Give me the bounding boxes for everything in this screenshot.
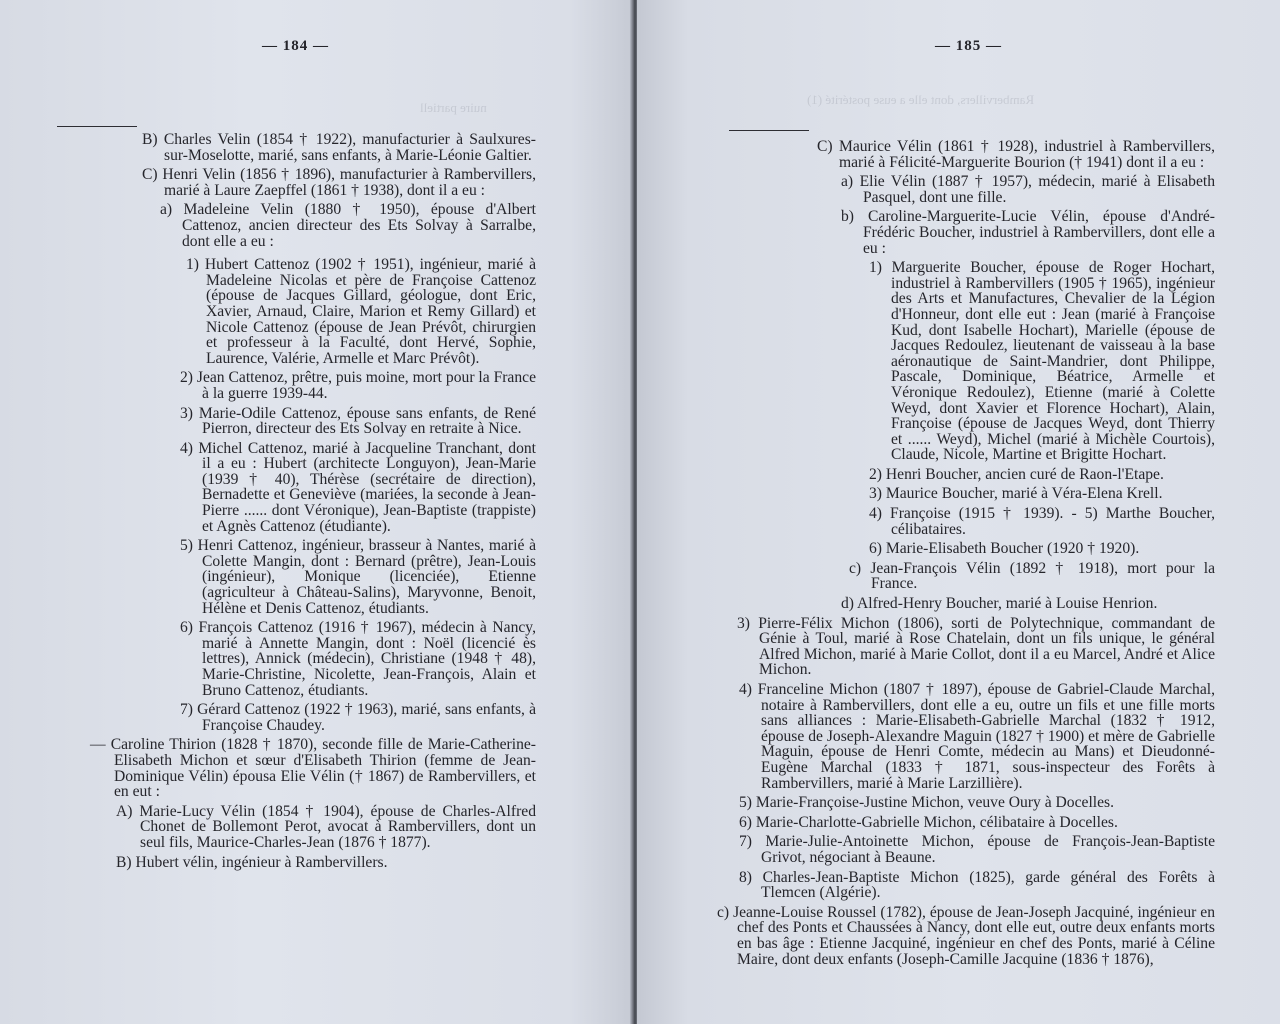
bleed-through-text: nuire partiell	[420, 100, 487, 115]
para-r-10: d) Alfred-Henry Boucher, marié à Louise Henrion.	[841, 595, 1158, 613]
para-l-9: 6) François Cattenoz (1916 † 1967), médecin à Nancy, marié à Annette Mangin, dont : Noël (licencié ès lettres), Annick (médecin), Christiane (1948 † 48), Marie-Christine, Nicolette, Jean-François, Alain et Bruno Cattenoz, étudiants.	[180, 619, 536, 699]
para-r-16: 8) Charles-Jean-Baptiste Michon (1825), garde général des Forêts à Tlemcen (Algérie).	[739, 868, 1215, 902]
para-l-4: 1) Hubert Cattenoz (1902 † 1951), ingénieur, marié à Madeleine Nicolas et père de Françoise Cattenoz (épouse de Jacques Gillard, géologue, dont Eric, Xavier, Arnaud, Claire, Marion et Remy Gillard) et Nicole Cattenoz (épouse de Jean Prévôt, chirurgien et professeur à la Faculté, dont Hervé, Sophie, Laurence, Valérie, Armelle et Marc Prévôt).	[186, 256, 536, 367]
left-page-number: — 184 —	[262, 38, 329, 54]
para-r-11: 3) Pierre-Félix Michon (1806), sorti de Polytechnique, commandant de Génie à Toul, marié à Rose Chatelain, dont un fils unique, le général Alfred Michon, marié à Marie Collot, dont il a eu Marcel, André et Alice Michon.	[737, 614, 1215, 679]
para-l-5: 2) Jean Cattenoz, prêtre, puis moine, mort pour la France à la guerre 1939-44.	[180, 369, 536, 402]
para-l-11: — Caroline Thirion (1828 † 1870), seconde fille de Marie-Catherine-Elisabeth Michon et sœur d'Elisabeth Thirion (femme de Jean-Dominique Vélin) épousa Elie Vélin († 1867) de Rambervillers, et en eut :	[90, 736, 536, 801]
left-body	[90, 131, 536, 874]
para-r-1: C) Maurice Vélin (1861 † 1928), industriel à Rambervillers, marié à Félicité-Marguerite Bourion († 1941) dont il a eu :	[817, 138, 1215, 171]
right-page-number: — 185 —	[935, 38, 1002, 54]
para-l-2: C) Henri Velin (1856 † 1896), manufacturier à Rambervillers, marié à Laure Zaepffel (1861 † 1938), dont il a eu :	[142, 166, 536, 199]
para-r-8: 6) Marie-Elisabeth Boucher (1920 † 1920).	[869, 540, 1140, 558]
section-rule	[729, 130, 809, 131]
para-l-13: B) Hubert vélin, ingénieur à Rambervillers.	[116, 853, 388, 871]
para-l-6: 3) Marie-Odile Cattenoz, épouse sans enfants, de René Pierron, directeur des Ets Solvay en retraite à Nice.	[180, 404, 536, 438]
para-l-12: A) Marie-Lucy Vélin (1854 † 1904), épouse de Charles-Alfred Chonet de Bollemont Perot, avocat à Rambervillers, dont un seul fils, Maurice-Charles-Jean (1876 † 1877).	[116, 802, 536, 851]
right-body	[717, 138, 1215, 971]
para-r-6: 3) Maurice Boucher, marié à Véra-Elena Krell.	[869, 485, 1163, 503]
para-r-2: a) Elie Vélin (1887 † 1957), médecin, marié à Elisabeth Pasquel, dont une fille.	[841, 173, 1215, 206]
para-r-17: c) Jeanne-Louise Roussel (1782), épouse de Jean-Joseph Jacquiné, ingénieur en chef des Ponts et Chaussées à Nancy, dont elle eut, outre deux enfants morts en bas âge : Etienne Jacquiné, ingénieur en chef des Ponts, marié à Céline Maire, dont deux enfants (Joseph-Camille Jacquine (1836 † 1876),	[717, 903, 1215, 968]
para-l-1: B) Charles Velin (1854 † 1922), manufacturier à Saulxures-sur-Moselotte, marié, sans enfants, à Marie-Léonie Galtier.	[142, 131, 536, 164]
para-r-4: 1) Marguerite Boucher, épouse de Roger Hochart, industriel à Rambervillers (1905 † 1965), ingénieur des Arts et Manufactures, Chevalier de la Légion d'Honneur, dont elle eut : Jean (marié à Françoise Kud, dont Isabelle Hochart), Marielle (épouse de Jacques Redoulez, lieutenant de vaisseau à la base aéronautique de Saint-Mandrier, dont Philippe, Pascale, Dominique, Béatrice, Armelle et Véronique Redoulez), Etienne (marié à Colette Weyd, dont Xavier et Florence Hochart), Alain, Françoise (épouse de Jacques Weyd, dont Thierry et ...... Weyd), Michel (marié à Michèle Courtois), Claude, Nicole, Martine et Brigitte Hochart.	[869, 259, 1215, 464]
para-l-3: a) Madeleine Velin (1880 † 1950), épouse d'Albert Cattenoz, ancien directeur des Ets Solvay à Sarralbe, dont elle a eu :	[160, 201, 536, 250]
para-l-7: 4) Michel Cattenoz, marié à Jacqueline Tranchant, dont il a eu : Hubert (architecte Longuyon), Jean-Marie (1939 † 40), Thérèse (secrétaire de direction), Bernadette et Geneviève (mariées, la seconde à Jean-Pierre ...... dont Véronique), Jean-Baptiste (trappiste) et Agnès Cattenoz (étudiante).	[180, 439, 536, 535]
section-rule	[57, 126, 137, 127]
para-r-9: c) Jean-François Vélin (1892 † 1918), mort pour la France.	[849, 559, 1215, 593]
right-page	[637, 0, 1280, 1024]
bleed-through-text: Rambervillers, dont elle a euse postérité (1)	[807, 92, 1035, 107]
para-r-15: 7) Marie-Julie-Antoinette Michon, épouse de François-Jean-Baptiste Grivot, négociant à Beaune.	[739, 833, 1215, 866]
para-r-13: 5) Marie-Françoise-Justine Michon, veuve Oury à Docelles.	[739, 794, 1115, 812]
para-r-3: b) Caroline-Marguerite-Lucie Vélin, épouse d'André-Frédéric Boucher, industriel à Rambervillers, dont elle a eu :	[841, 208, 1215, 257]
para-l-10: 7) Gérard Cattenoz (1922 † 1963), marié, sans enfants, à Françoise Chaudey.	[180, 701, 536, 734]
para-r-5: 2) Henri Boucher, ancien curé de Raon-l'Etape.	[869, 465, 1164, 483]
para-r-12: 4) Franceline Michon (1807 † 1897), épouse de Gabriel-Claude Marchal, notaire à Rambervillers, dont elle a eu, outre un fils et une fille morts sans alliances : Marie-Elisabeth-Gabrielle Marchal (1832 † 1912, épouse de Joseph-Alexandre Maguin (1827 † 1900) et mère de Gabrielle Maguin, épouse de Henri Comte, médecin au Mans) et Dieudonné-Eugène Marchal (1833 † 1871, sous-inspecteur des Forêts à Rambervillers, marié à Marie Larzillière).	[739, 681, 1215, 792]
para-l-8: 5) Henri Cattenoz, ingénieur, brasseur à Nantes, marié à Colette Mangin, dont : Bernard (prêtre), Jean-Louis (ingénieur), Monique (licenciée), Etienne (agriculteur à Château-Salins), Maryvonne, Benoit, Hélène et Denis Cattenoz, étudiants.	[180, 537, 536, 617]
para-r-14: 6) Marie-Charlotte-Gabrielle Michon, célibataire à Docelles.	[739, 813, 1118, 831]
left-page	[0, 0, 633, 1024]
para-r-7: 4) Françoise (1915 † 1939). - 5) Marthe Boucher, célibataires.	[869, 505, 1215, 538]
